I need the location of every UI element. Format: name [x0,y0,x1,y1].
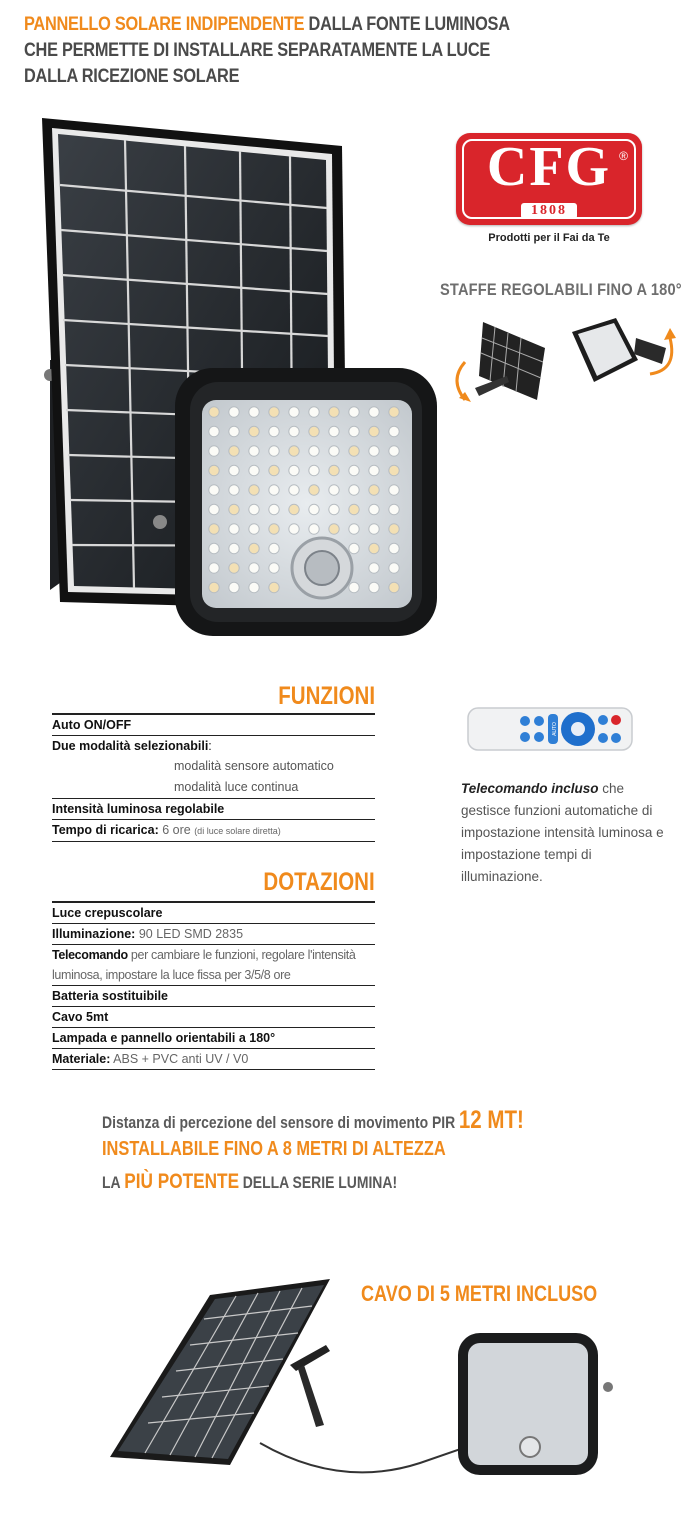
led-dot [209,582,219,592]
led-dot [249,504,259,514]
dotazioni-table [52,901,375,1070]
led-dot [349,543,359,553]
panel-with-cable-image [90,1275,630,1490]
led-dot [309,446,319,456]
funzioni-title: FUNZIONI [278,682,375,710]
header-line-1-rest: DALLA FONTE LUMINOSA [304,14,510,35]
remote-caption: Telecomando incluso che gestisce funzioni automatiche di impostazione intensità luminosa e impostazione tempi di illuminazione. [461,781,664,884]
dotazioni-title: DOTAZIONI [263,868,375,896]
funzioni-modalita: Due modalità selezionabili: [52,739,212,753]
led-dot [349,485,359,495]
led-dot [229,504,239,514]
dotazioni-cavo: Cavo 5mt [52,1007,375,1028]
funzioni-intensita: Intensità luminosa regolabile [52,799,375,820]
led-dot [289,504,299,514]
led-dot [389,426,399,436]
funzioni-mode-2: modalità luce continua [52,777,375,799]
remote-control-image [466,706,636,754]
led-dot [209,426,219,436]
header-line-3: DALLA RICEZIONE SOLARE [24,66,240,87]
claim-potente: LA PIÙ POTENTE DELLA SERIE LUMINA! [102,1170,398,1193]
led-dot [389,524,399,534]
led-dot [369,426,379,436]
led-dot [249,446,259,456]
dotazioni-telecomando: Telecomando per cambiare le funzioni, regolare l'intensità luminosa, impostare la luce fissa per 3/5/8 ore [52,945,375,986]
led-dot [369,446,379,456]
led-dot [229,485,239,495]
led-dot [269,426,279,436]
led-dot [289,426,299,436]
led-dot [369,504,379,514]
led-dot [269,524,279,534]
led-dot [289,407,299,417]
led-dot [269,407,279,417]
led-dot [369,407,379,417]
led-dot [269,543,279,553]
led-dot [349,465,359,475]
led-dot [389,485,399,495]
led-dot [209,524,219,534]
led-dot [369,582,379,592]
led-dot [349,504,359,514]
header-line-1 [24,12,592,38]
led-dot [209,407,219,417]
led-dot [389,543,399,553]
led-dot [389,563,399,573]
led-dot [229,524,239,534]
led-dot [249,543,259,553]
led-dot [289,465,299,475]
led-dot [309,465,319,475]
header-highlight: PANNELLO SOLARE INDIPENDENTE [24,14,305,35]
claim-pir-value: 12 MT! [458,1106,524,1134]
led-dot [249,582,259,592]
led-dot [229,465,239,475]
led-dot [209,485,219,495]
led-dot [329,446,339,456]
led-dot [329,524,339,534]
led-dot [369,485,379,495]
led-dot [229,407,239,417]
led-dot [389,582,399,592]
led-dot [229,446,239,456]
led-dot [229,563,239,573]
led-dot [209,446,219,456]
remote-auto-label: AUTO [552,722,558,736]
solar-panel-image [30,110,440,650]
led-dot [209,563,219,573]
led-dot [309,407,319,417]
dotazioni-illuminazione: Illuminazione: 90 LED SMD 2835 [52,924,375,945]
led-dot [249,407,259,417]
led-dot [209,465,219,475]
led-dot [349,426,359,436]
dotazioni-batteria: Batteria sostituibile [52,986,375,1007]
logo-registered: ® [619,149,628,163]
led-dot [289,524,299,534]
led-dot [369,543,379,553]
led-dot [269,485,279,495]
led-dot [349,524,359,534]
led-dot [249,563,259,573]
funzioni-auto: Auto ON/OFF [52,713,375,736]
led-dot [229,426,239,436]
bracket-light-image [566,312,691,392]
led-dot [369,465,379,475]
led-dot [329,485,339,495]
led-dot [309,426,319,436]
funzioni-mode-1: modalità sensore automatico [174,759,334,773]
bracket-panel-image [445,318,555,408]
led-dot [389,465,399,475]
led-dot [349,582,359,592]
led-dot [289,446,299,456]
led-dot [369,524,379,534]
led-dot [229,582,239,592]
dotazioni-luce: Luce crepuscolare [52,901,375,924]
led-dot [389,407,399,417]
led-dot [249,524,259,534]
cavo-label: CAVO DI 5 METRI INCLUSO [361,1281,598,1306]
led-dot [329,407,339,417]
led-dot [269,504,279,514]
led-dot [389,504,399,514]
led-dot [269,446,279,456]
led-dot [309,485,319,495]
led-dot [309,504,319,514]
funzioni-table [52,713,375,842]
staffe-label: STAFFE REGOLABILI FINO A 180° [440,280,682,299]
led-dot [349,446,359,456]
led-dot [249,426,259,436]
logo-tagline: Prodotti per il Fai da Te [488,232,610,244]
led-dot [329,426,339,436]
led-dot [349,407,359,417]
funzioni-ricarica: Tempo di ricarica: 6 ore (di luce solare diretta) [52,820,375,842]
header-line-2: CHE PERMETTE DI INSTALLARE SEPARATAMENTE LA LUCE [24,40,491,61]
led-dot [369,563,379,573]
led-dot [229,543,239,553]
led-dot [249,485,259,495]
led-dot [269,563,279,573]
cfg-logo [456,133,642,225]
led-dot [289,485,299,495]
led-dot [209,543,219,553]
logo-brand: CFG [486,136,612,198]
page-header [24,12,684,90]
claim-pir-distance [102,1106,524,1135]
led-dot [269,465,279,475]
led-dot [269,582,279,592]
claim-installabile: INSTALLABILE FINO A 8 METRI DI ALTEZZA [102,1138,446,1160]
led-dot [249,465,259,475]
led-dot [329,504,339,514]
led-dot [209,504,219,514]
led-dot [389,446,399,456]
led-dot [329,465,339,475]
led-dot [309,524,319,534]
dotazioni-orientabili: Lampada e pannello orientabili a 180° [52,1028,375,1049]
logo-year: 1808 [521,203,577,219]
claim-pir-text: Distanza di percezione del sensore di movimento PIR [102,1113,456,1132]
dotazioni-materiale: Materiale: ABS + PVC anti UV / V0 [52,1049,375,1070]
